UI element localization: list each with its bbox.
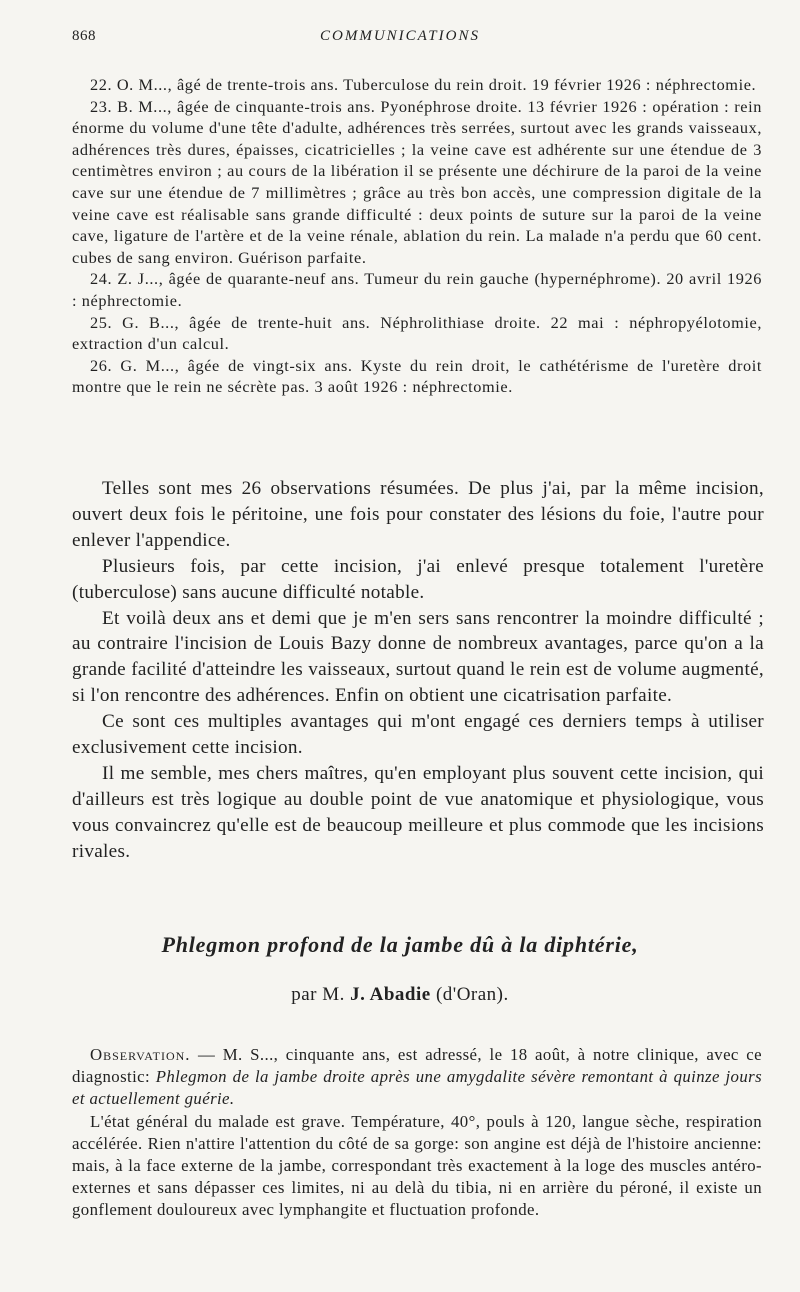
running-head: COMMUNICATIONS <box>320 28 480 44</box>
body-paragraph: Ce sont ces multiples avantages qui m'ont engagé ces derniers temps à utiliser exclusivement cette incision. <box>72 711 764 759</box>
case-item: 25. G. B..., âgée de trente-huit ans. Néphrolithiase droite. 22 mai : néphropyélotomie, extraction d'un calcul. <box>72 312 762 354</box>
author-affiliation: (d'Oran). <box>435 984 509 1005</box>
body-paragraph: Et voilà deux ans et demi que je m'en sers sans rencontrer la moindre difficulté ; au contraire l'incision de Louis Bazy donne de nombreux avantages, parce qu'on a la grande facilité d'atteindre les vaisseaux, surtout quand le rein est de volume augmenté, si l'on rencontre des adhérences. Enfin on obtient une cicatrisation parfaite. <box>72 607 764 707</box>
diagnosis-text: Phlegmon de la jambe droite après une amygdalite sévère remontant à quinze jours et actuellement guérie. <box>72 1067 762 1109</box>
case-list <box>72 74 762 398</box>
case-item: 23. B. M..., âgée de cinquante-trois ans. Pyonéphrose droite. 13 février 1926 : opération : rein énorme du volume d'une tête d'adulte, adhérences très serrées, surtout avec les grands vaisseaux, adhérences très dures, épaisses, cicatricielles ; la veine cave est adhérente sur une étendue de 3 centimètres environ ; au cours de la libération il se présente une déchirure de la paroi de la veine cave sur une étendue de 7 millimètres ; grâce au très bon accès, une compression digitale de la veine cave est réalisable sans grande difficulté : deux points de suture sur la paroi de la veine cave, ligature de l'artère et de la veine rénale, ablation du rein. La malade n'a perdu que 60 cent. cubes de sang environ. Guérison parfaite. <box>72 96 762 267</box>
body-text <box>72 476 764 865</box>
observation-label: Observation. <box>90 1045 191 1064</box>
body-paragraph: Telles sont mes 26 observations résumées. De plus j'ai, par la même incision, ouvert deux fois le péritoine, une fois pour constater des lésions du foie, l'autre pour enlever l'appendice. <box>72 478 764 551</box>
case-item: 22. O. M..., âgé de trente-trois ans. Tuberculose du rein droit. 19 février 1926 : néphrectomie. <box>90 75 757 94</box>
byline-prefix: par M. <box>291 984 345 1005</box>
author-name: J. Abadie <box>350 984 431 1005</box>
byline <box>0 984 800 1006</box>
page-number: 868 <box>72 28 96 44</box>
article-title: Phlegmon profond de la jambe dû à la diphtérie, <box>161 932 639 957</box>
body-paragraph: Il me semble, mes chers maîtres, qu'en employant plus souvent cette incision, qui d'ailleurs est très logique au double point de vue anatomique et physiologique, vous vous convaincrez qu'elle est de beaucoup meilleure et plus commode que les incisions rivales. <box>72 762 764 862</box>
observation-paragraph <box>72 1044 762 1111</box>
observation <box>72 1044 762 1222</box>
body-paragraph: Plusieurs fois, par cette incision, j'ai enlevé presque totalement l'uretère (tuberculose) sans aucune difficulté notable. <box>72 555 764 603</box>
case-item: 26. G. M..., âgée de vingt-six ans. Kyste du rein droit, le cathétérisme de l'uretère droit montre que le rein ne sécrète pas. 3 août 1926 : néphrectomie. <box>72 355 762 397</box>
case-item: 24. Z. J..., âgée de quarante-neuf ans. Tumeur du rein gauche (hypernéphrome). 20 avril 1926 : néphrectomie. <box>72 269 762 310</box>
observation-paragraph: L'état général du malade est grave. Température, 40°, pouls à 120, langue sèche, respiration accélérée. Rien n'attire l'attention du côté de sa gorge: son angine est déjà de l'histoire ancienne: mais, à la face externe de la jambe, correspondant très exactement à la loge des muscles antéro-externes et sans dépasser ces limites, ni au delà du tibia, ni en arrière du péroné, il existe un gonflement douloureux avec lymphangite et fluctuation profonde. <box>72 1111 762 1220</box>
observation-intro: — M. S..., cinquante ans, est adressé, le 18 août, à notre clinique, avec ce diagnostic: <box>72 1045 762 1087</box>
